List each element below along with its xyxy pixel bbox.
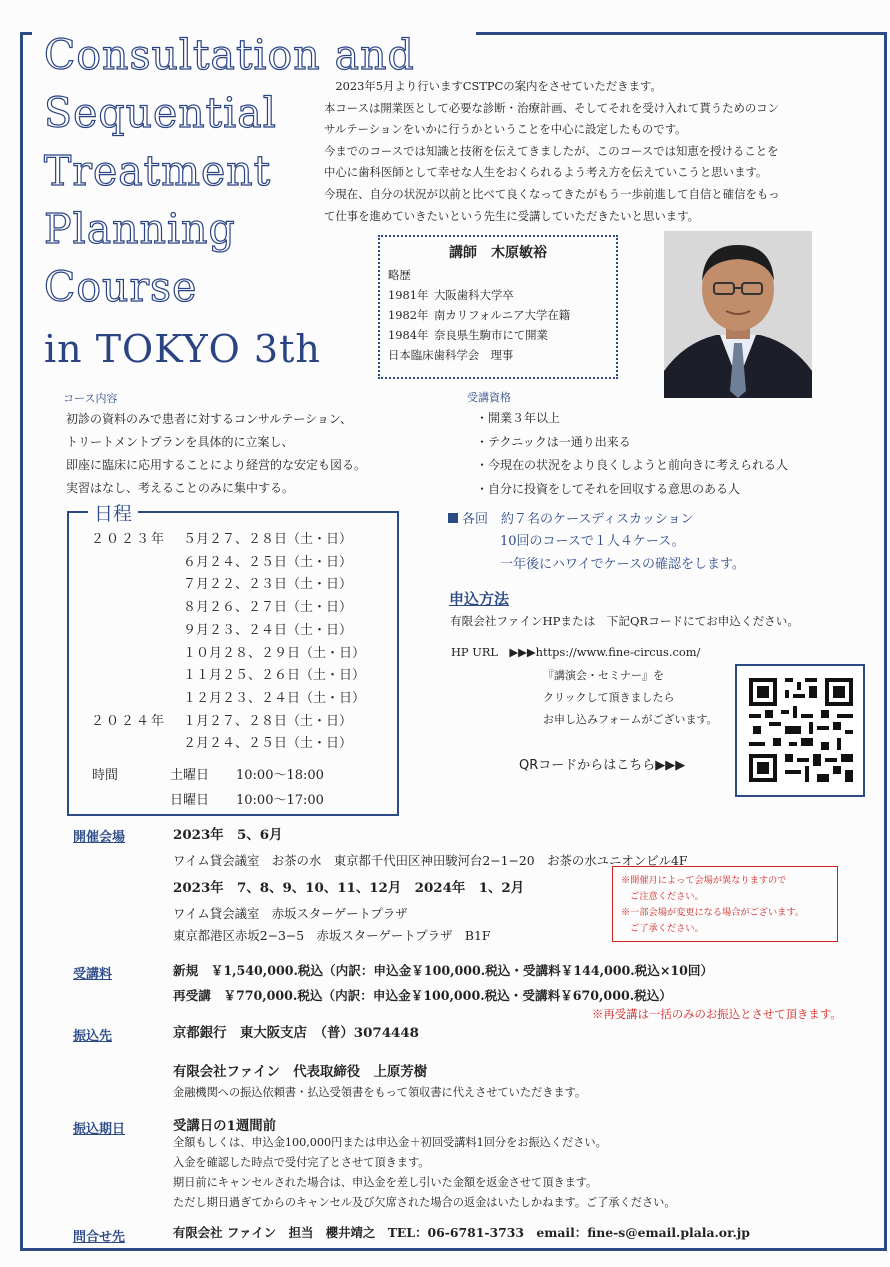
history-text: 大阪歯科大学卒 [434,288,514,302]
schedule-row [91,733,365,756]
venue-note-line: ※一部会場が変更になる場合がございます。 [621,907,805,918]
time-hours: 10:00～17:00 [236,793,324,808]
history-text: 南カリフォルニア大学在籍 [434,308,571,322]
hp-instruction-line: お申し込みフォームがございます。 [543,713,718,726]
title-line: Consultation and [44,31,415,79]
schedule-row [91,620,365,643]
case-discussion [448,509,745,576]
history-year: 1984年 [388,328,429,342]
society-row: 日本臨床歯科学会 理事 [388,348,514,362]
history-label: 略歴 [388,268,411,282]
schedule-date: ６月２４、２５日（土・日） [183,554,353,570]
hp-instruction-line: 『講演会・セミナー』を [543,669,664,682]
history-text: 奈良県生駒市にて開業 [434,328,548,342]
qualification-item: ・開業３年以上 [476,411,561,425]
schedule-date: ９月２３、２４日（土・日） [183,622,353,638]
time-row [92,788,324,813]
deadline-line: 期日前にキャンセルされた場合は、申込金を差し引いた金額を返金させて頂きます。 [173,1176,598,1189]
fee-note: ※再受講は一括のみのお振込とさせて頂きます。 [592,1007,842,1021]
case-line: 各回 約７名のケースディスカッション [448,509,745,531]
venue-name-2: ワイム貸会議室 赤坂スターゲートプラザ [173,906,408,921]
schedule-row [91,529,365,552]
intro-line: 2023年5月より行いますCSTPCの案内をさせていただきます。 [324,79,662,93]
title-line: Course [44,263,198,311]
fee-new: 新規 ￥1,540,000.税込（内訳：申込金￥100,000.税込・受講料￥144,000.税込×10回） [173,963,714,978]
apply-text: 有限会社ファインHPまたは 下記QRコードにてお申込ください。 [450,614,799,628]
schedule-row [91,574,365,597]
schedule-date: ５月２７、２８日（土・日） [183,532,353,547]
schedule-date: ２月２４、２５日（土・日） [183,736,353,752]
title-line: Treatment [44,147,272,195]
schedule-row [91,552,365,575]
title-line: in TOKYO 3th [44,327,321,371]
qualification-item: ・テクニックは一通り出来る [476,434,631,449]
intro-text [324,76,864,227]
frame-line [476,32,886,35]
frame-line [20,1248,887,1251]
qr-code[interactable] [735,664,865,797]
schedule-row [91,597,365,620]
schedule-heading: 日程 [88,499,138,526]
venue-note-line: ご注意ください。 [621,891,704,902]
intro-line: て仕事を進めていきたいという先生に受講していただきたいと思います。 [324,208,699,223]
schedule-date: １月２７、２８日（土・日） [183,713,353,729]
deadline-main: 受講日の1週間前 [173,1118,277,1134]
qr-label: QRコードからはこちら▶▶▶ [519,758,686,773]
deadline-label: 振込期日 [73,1122,126,1137]
case-line: 一年後にハワイでケースの確認をします。 [500,556,745,572]
schedule-row [91,688,365,711]
schedule-row [91,711,365,734]
qualification-item: ・今現在の状況をより良くしようと前向きに考えられる人 [476,458,789,473]
title-line: Planning [44,205,236,253]
deadline-details [173,1133,676,1213]
venue-note-box [612,866,838,942]
bank-label: 振込先 [73,1029,113,1044]
hp-instruction-line: クリックして頂きましたら [543,691,675,704]
venue-address-1: ワイム貸会議室 お茶の水 東京都千代田区神田駿河台2−1−20 お茶の水ユニオンビル4F [173,853,688,868]
course-line: 実習はなし、考えることのみに集中する。 [66,481,295,495]
venue-address-2: 東京都港区赤坂2−3−5 赤坂スターゲートプラザ B1F [173,928,491,943]
schedule-date: １１月２５、２６日（土・日） [183,668,366,684]
qr-code-icon [749,678,853,782]
deadline-line: 入金を確認した時点で受付完了とさせて頂きます。 [173,1156,430,1169]
intro-line: サルテーションをいかに行うかということを中心に設定したものです。 [324,122,687,137]
history-row [388,325,608,345]
schedule-year: ２０２３年 [91,532,167,547]
fee-repeat: 再受講 ￥770,000.税込（内訳：申込金￥100,000.税込・受講料￥670,000.税込） [173,988,672,1003]
intro-line: 今現在、自分の状況が以前と比べて良くなってきたがもう一歩前進して自信と確信をもっ [324,186,780,201]
qualification-label: 受講資格 [467,391,511,404]
course-content [66,408,366,500]
title-line: Sequential [44,89,277,137]
contact-label: 問合せ先 [73,1230,126,1245]
schedule-row [91,643,365,666]
fee-label: 受講料 [73,967,113,982]
hp-instructions [543,665,718,731]
venue-period-1: 2023年 5、6月 [173,827,283,843]
bank-account: 京都銀行 東大阪支店 （普）3074448 [173,1025,419,1041]
venue-note-line: ご了承ください。 [621,923,704,934]
lecturer-box [378,235,618,379]
schedule-dates [91,529,365,756]
venue-period-2: 2023年 7、8、9、10、11、12月 2024年 1、2月 [173,880,525,896]
course-line: 初診の資料のみで患者に対するコンサルテーション、 [66,412,352,426]
lecturer-name: 講師 木原敏裕 [449,245,547,261]
course-line: トリートメントプランを具体的に立案し、 [66,435,294,449]
frame-line [884,32,887,1250]
bank-receipt-note: 金融機関への振込依頼書・払込受領書をもって領収書に代えさせていただきます。 [173,1086,587,1099]
intro-line: 今までのコースでは知識と技術を伝えてきましたが、このコースでは知恵を授けることを [324,143,779,158]
schedule-date: １０月２８、２９日（土・日） [183,645,366,661]
deadline-line: 全額もしくは、申込金100,000円または申込金＋初回受講料1回分をお振込ください。 [173,1136,607,1149]
square-bullet-icon [448,513,458,523]
deadline-line: ただし期日過ぎてからのキャンセル及び欠席された場合の返金はいたしかねます。ご了承ください。 [173,1196,676,1209]
time-label: 時間 [92,768,119,783]
time-day: 日曜日 [170,793,210,808]
history-row [388,285,608,305]
schedule-date: １２月２３、２４日（土・日） [183,690,366,706]
lecturer-photo [664,231,812,398]
course-line: 即座に臨床に応用することにより経営的な安定も図る。 [66,458,367,472]
hp-url-link[interactable]: HP URL ▶▶▶https://www.fine-circus.com/ [451,645,701,659]
schedule-date: ８月２６、２７日（土・日） [183,600,353,616]
bank-holder: 有限会社ファイン 代表取締役 上原芳樹 [173,1064,428,1080]
venue-label: 開催会場 [73,830,126,845]
qualification-list [476,407,788,501]
time-day: 土曜日 [170,768,210,783]
history-row [388,305,608,325]
contact-info: 有限会社 ファイン 担当 櫻井靖之 TEL：06-6781-3733 email：fine-s@email.plala.or.jp [173,1225,750,1240]
schedule-date: ７月２２、２３日（土・日） [183,577,353,593]
course-content-label: コース内容 [63,392,118,405]
time-hours: 10:00～18:00 [236,768,324,783]
schedule-row [91,665,365,688]
schedule-times [92,763,324,813]
qualification-item: ・自分に投資をしてそれを回収する意思のある人 [476,481,741,496]
history-year: 1982年 [388,308,429,322]
history-year: 1981年 [388,288,429,302]
frame-line [20,32,23,1250]
apply-heading: 申込方法 [449,590,510,608]
case-line: 10回のコースで１人４ケース。 [500,534,685,550]
venue-note-line: ※開催月によって会場が異なりますので [621,875,787,886]
time-row [92,763,324,788]
schedule-year: ２０２４年 [91,713,167,729]
intro-line: 本コースは開業医として必要な診断・治療計画、そしてそれを受け入れて貰うためのコン [324,100,780,115]
intro-line: 中心に歯科医師として幸せな人生をおくられるよう考え方を伝えていこうと思います。 [324,165,768,180]
